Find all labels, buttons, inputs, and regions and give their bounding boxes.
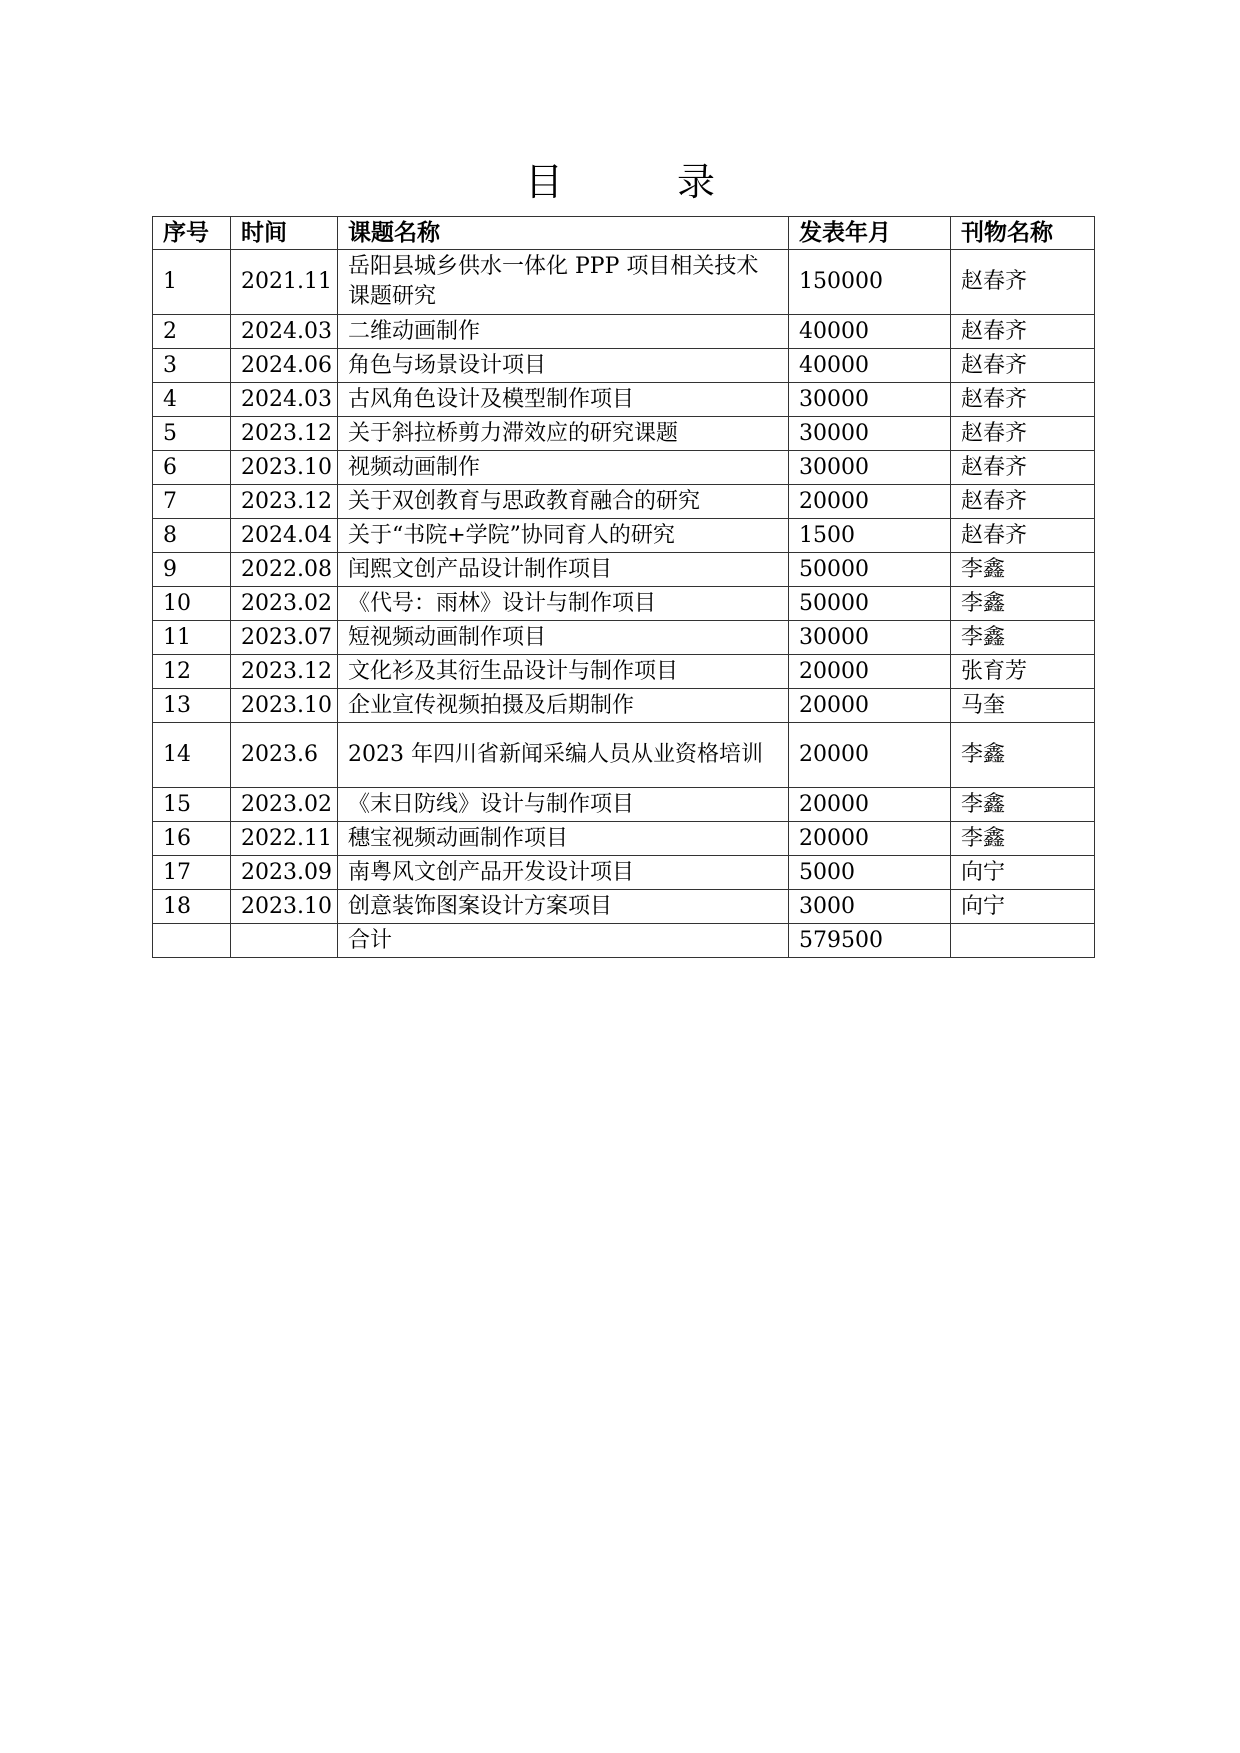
table-row — [153, 519, 1095, 553]
cell-date: 2023.12 — [231, 655, 338, 689]
cell-amount: 20000 — [789, 723, 951, 788]
cell-date: 2023.6 — [231, 723, 338, 788]
cell-person: 赵春齐 — [951, 349, 1095, 383]
cell-amount: 20000 — [789, 788, 951, 822]
cell-person: 赵春齐 — [951, 451, 1095, 485]
cell-amount: 20000 — [789, 655, 951, 689]
header-no: 序号 — [153, 217, 231, 250]
table-row — [153, 788, 1095, 822]
cell-date: 2023.10 — [231, 689, 338, 723]
cell-topic: 《末日防线》设计与制作项目 — [338, 788, 789, 822]
cell-no: 11 — [153, 621, 231, 655]
cell-date: 2022.11 — [231, 822, 338, 856]
table-row — [153, 451, 1095, 485]
table-row — [153, 655, 1095, 689]
cell-person: 赵春齐 — [951, 383, 1095, 417]
table-row — [153, 621, 1095, 655]
cell-amount: 40000 — [789, 349, 951, 383]
cell-topic: 关于双创教育与思政教育融合的研究 — [338, 485, 789, 519]
cell-no: 14 — [153, 723, 231, 788]
cell-person: 赵春齐 — [951, 519, 1095, 553]
header-amount: 发表年月 — [789, 217, 951, 250]
cell-date: 2022.08 — [231, 553, 338, 587]
cell-date: 2023.02 — [231, 587, 338, 621]
table-row — [153, 417, 1095, 451]
cell-person: 赵春齐 — [951, 417, 1095, 451]
cell-person: 李鑫 — [951, 723, 1095, 788]
cell-date: 2023.12 — [231, 417, 338, 451]
total-cell-person — [951, 924, 1095, 958]
cell-person: 张育芳 — [951, 655, 1095, 689]
cell-no: 17 — [153, 856, 231, 890]
header-row — [153, 217, 1095, 250]
table-row — [153, 349, 1095, 383]
cell-topic: 短视频动画制作项目 — [338, 621, 789, 655]
cell-topic: 视频动画制作 — [338, 451, 789, 485]
toc-table — [152, 216, 1095, 958]
total-amount: 579500 — [789, 924, 951, 958]
cell-topic: 南粤风文创产品开发设计项目 — [338, 856, 789, 890]
cell-person: 马奎 — [951, 689, 1095, 723]
cell-date: 2024.04 — [231, 519, 338, 553]
cell-date: 2024.03 — [231, 315, 338, 349]
cell-no: 3 — [153, 349, 231, 383]
header-date: 时间 — [231, 217, 338, 250]
cell-date: 2023.07 — [231, 621, 338, 655]
table-row — [153, 856, 1095, 890]
table-row — [153, 587, 1095, 621]
cell-date: 2023.10 — [231, 451, 338, 485]
cell-amount: 20000 — [789, 689, 951, 723]
cell-person: 赵春齐 — [951, 250, 1095, 315]
cell-topic: 创意装饰图案设计方案项目 — [338, 890, 789, 924]
cell-amount: 1500 — [789, 519, 951, 553]
cell-amount: 30000 — [789, 621, 951, 655]
cell-topic: 关于“书院+学院”协同育人的研究 — [338, 519, 789, 553]
header-person: 刊物名称 — [951, 217, 1095, 250]
cell-topic: 2023 年四川省新闻采编人员从业资格培训 — [338, 723, 789, 788]
cell-date: 2024.03 — [231, 383, 338, 417]
cell-no: 18 — [153, 890, 231, 924]
cell-no: 1 — [153, 250, 231, 315]
cell-amount: 30000 — [789, 451, 951, 485]
cell-person: 李鑫 — [951, 621, 1095, 655]
cell-person: 李鑫 — [951, 587, 1095, 621]
table-row — [153, 315, 1095, 349]
cell-person: 赵春齐 — [951, 485, 1095, 519]
cell-date: 2023.02 — [231, 788, 338, 822]
cell-person: 向宁 — [951, 890, 1095, 924]
total-cell-no — [153, 924, 231, 958]
cell-person: 向宁 — [951, 856, 1095, 890]
cell-date: 2023.12 — [231, 485, 338, 519]
header-topic: 课题名称 — [338, 217, 789, 250]
table-row — [153, 250, 1095, 315]
cell-topic: 文化衫及其衍生品设计与制作项目 — [338, 655, 789, 689]
cell-topic: 闰熙文创产品设计制作项目 — [338, 553, 789, 587]
cell-amount: 50000 — [789, 553, 951, 587]
table-row — [153, 553, 1095, 587]
cell-no: 13 — [153, 689, 231, 723]
cell-date: 2024.06 — [231, 349, 338, 383]
cell-amount: 50000 — [789, 587, 951, 621]
cell-no: 4 — [153, 383, 231, 417]
cell-amount: 20000 — [789, 822, 951, 856]
cell-no: 15 — [153, 788, 231, 822]
cell-no: 10 — [153, 587, 231, 621]
cell-no: 5 — [153, 417, 231, 451]
cell-amount: 5000 — [789, 856, 951, 890]
cell-date: 2021.11 — [231, 250, 338, 315]
cell-no: 9 — [153, 553, 231, 587]
cell-no: 6 — [153, 451, 231, 485]
cell-topic: 企业宣传视频拍摄及后期制作 — [338, 689, 789, 723]
cell-person: 李鑫 — [951, 553, 1095, 587]
table-row — [153, 723, 1095, 788]
total-row — [153, 924, 1095, 958]
cell-topic: 关于斜拉桥剪力滞效应的研究课题 — [338, 417, 789, 451]
table-row — [153, 485, 1095, 519]
cell-topic: 角色与场景设计项目 — [338, 349, 789, 383]
total-cell-date — [231, 924, 338, 958]
cell-no: 2 — [153, 315, 231, 349]
cell-amount: 40000 — [789, 315, 951, 349]
cell-person: 赵春齐 — [951, 315, 1095, 349]
cell-no: 16 — [153, 822, 231, 856]
cell-amount: 30000 — [789, 383, 951, 417]
table-row — [153, 689, 1095, 723]
page-title: 目 录 — [524, 160, 753, 204]
cell-amount: 30000 — [789, 417, 951, 451]
cell-date: 2023.09 — [231, 856, 338, 890]
cell-amount: 20000 — [789, 485, 951, 519]
cell-no: 12 — [153, 655, 231, 689]
cell-amount: 150000 — [789, 250, 951, 315]
total-label: 合计 — [338, 924, 789, 958]
cell-topic: 穗宝视频动画制作项目 — [338, 822, 789, 856]
cell-amount: 3000 — [789, 890, 951, 924]
cell-date: 2023.10 — [231, 890, 338, 924]
cell-no: 8 — [153, 519, 231, 553]
cell-no: 7 — [153, 485, 231, 519]
cell-topic: 岳阳县城乡供水一体化 PPP 项目相关技术课题研究 — [338, 250, 789, 315]
table-row — [153, 383, 1095, 417]
cell-topic: 《代号：雨林》设计与制作项目 — [338, 587, 789, 621]
table-row — [153, 822, 1095, 856]
cell-person: 李鑫 — [951, 788, 1095, 822]
cell-topic: 古风角色设计及模型制作项目 — [338, 383, 789, 417]
cell-topic: 二维动画制作 — [338, 315, 789, 349]
table-row — [153, 890, 1095, 924]
cell-person: 李鑫 — [951, 822, 1095, 856]
